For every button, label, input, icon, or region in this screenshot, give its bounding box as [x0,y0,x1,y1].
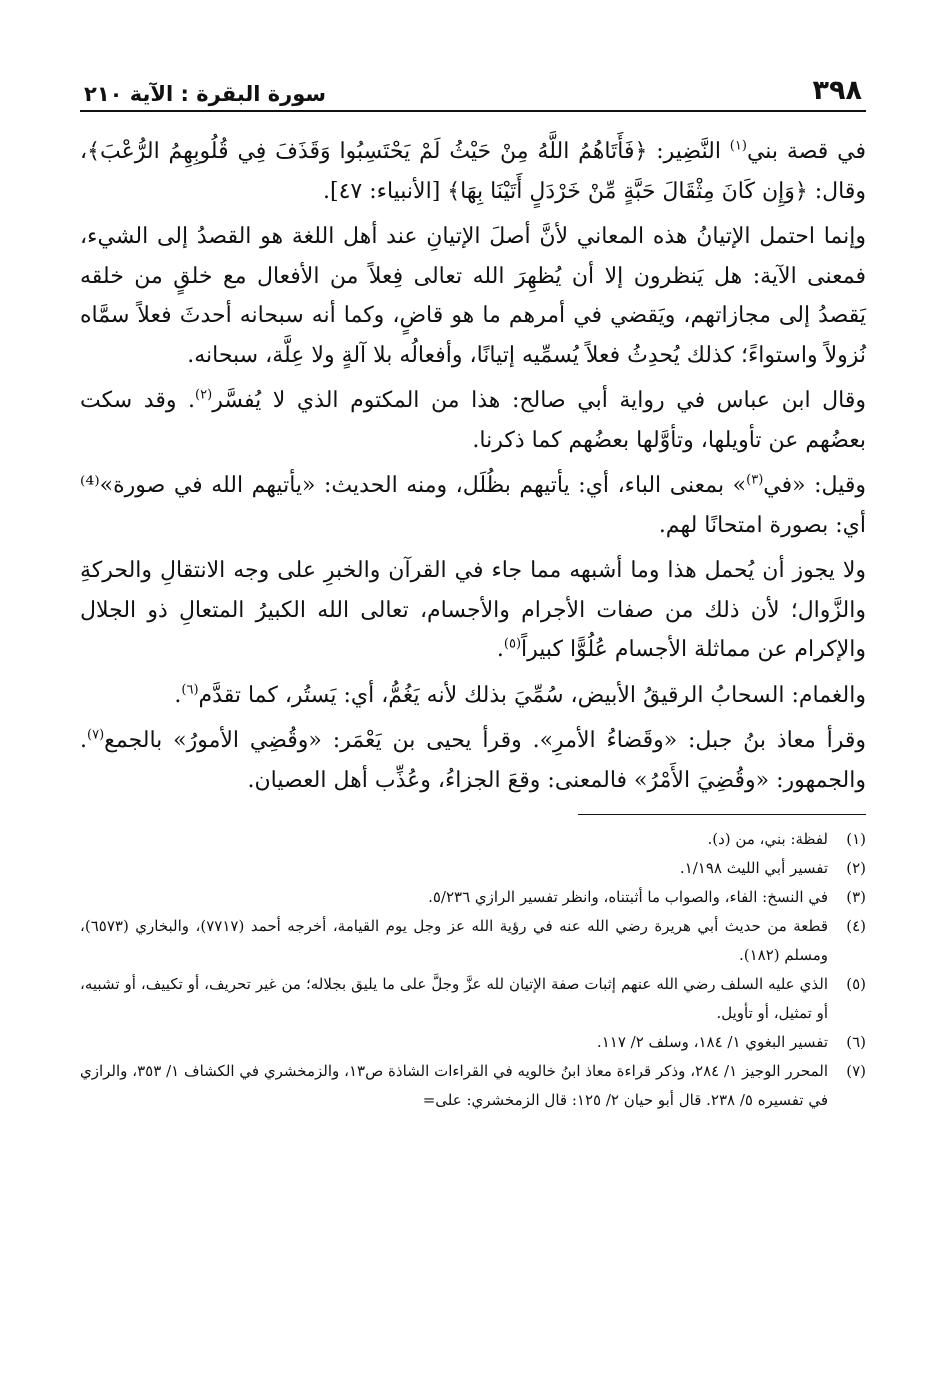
footnote-divider [578,814,866,815]
paragraph-text: . وقد سكت بعضُهم عن تأويلها، وتأوَّلها بعضُهم كما ذكرنا. [80,388,866,453]
footnote [80,1028,866,1057]
footnote [80,1057,866,1115]
paragraph-text: وقرأ معاذ بنُ جبل: «وقَضاءُ الأمرِ». وقرأ يحيى بن يَعْمَر: «وقُضِي الأمورُ» بالجمع [104,728,866,753]
footnote-text: المحرر الوجيز ١/ ٢٨٤، وذكر قراءة معاذ ابنُ خالويه في القراءات الشاذة ص١٣، والزمخشري في الكشاف ١/ ٣٥٣، والرازي في تفسيره ٥/ ٢٣٨. قال أبو حيان ٢/ ١٢٥: قال الزمخشري: على= [80,1062,829,1109]
paragraph-text: وإنما احتمل الإتيانُ هذه المعاني لأنَّ أصلَ الإتيانِ عند أهل اللغة هو القصدُ إلى الشيء، فمعنى الآية: هل يَنظرون إلا أن يُظهِرَ الله تعالى فِعلاً من الأفعال مع خلقٍ من خلقه يَقصدُ إلى مجازاتهم، ويَقضي في أمرهم ما هو قاضٍ، وكما أنه سبحانه أحدثَ فعلاً سمَّاه نُزولاً واستواءً؛ كذلك يُحدِثُ فعلاً يُسمِّيه إتيانًا، وأفعالُه بلا آلةٍ ولا عِلَّة، سبحانه. [80,224,866,368]
paragraph [80,721,866,800]
footnote-number: (٥) [846,975,866,993]
paragraph [80,466,866,545]
paragraph-text: في قصة بني [746,139,867,164]
paragraph-text: وقيل: «في [763,473,866,498]
footnote-ref[interactable]: (٢) [195,387,213,403]
footnote-ref[interactable]: (٣) [746,472,764,488]
footnote-ref[interactable]: (٧) [87,727,105,743]
paragraph [80,381,866,460]
footnote [80,912,866,970]
paragraph [80,217,866,375]
footnote [80,883,866,912]
paragraph-text: . [174,682,182,708]
footnote [80,854,866,883]
paragraph-text: . [496,637,504,662]
footnotes [80,825,866,1115]
footnote-number: (٧) [846,1062,866,1080]
page-number: ٣٩٨ [812,75,862,106]
paragraph-text: . والجمهور: «وقُضِيَ الأَمْرُ» فالمعنى: وقعَ الجزاءُ، وعُذِّب أهل العصيان. [80,728,866,793]
footnote-text: في النسخ: الفاء، والصواب ما أثبتناه، وانظر تفسير الرازي ٥/٢٣٦. [428,888,828,906]
running-title: سورة البقرة : الآية ٢١٠ [84,82,327,106]
paragraph-text: ولا يجوز أن يُحمل هذا وما أشبهه مما جاء في القرآن والخبرِ على وجه الانتقالِ والحركةِ والزَّوال؛ لأن ذلك من صفات الأجرام والأجسام، تعالى الله الكبيرُ المتعالِ ذو الجلال والإكرام عن مماثلة الأجسام عُلُوًّا كبيراً [80,558,866,662]
footnote-number: (٦) [846,1033,866,1051]
footnote [80,970,866,1028]
footnote [80,825,866,854]
footnote-text: الذي عليه السلف رضي الله عنهم إثبات صفة الإتيان لله عزَّ وجلَّ على ما يليق بجلاله؛ من غير تحريف، أو تكييف، أو تشبيه، أو تمثيل، أو تأويل. [80,975,828,1022]
footnote-ref[interactable]: (٥) [503,636,522,652]
page-header [80,56,866,112]
footnote-text: لفظة: بني، من (د). [707,830,828,848]
page [80,56,866,1115]
paragraph-text: وقال ابن عباس في رواية أبي صالح: هذا من المكتوم الذي لا يُفسَّر [212,388,866,413]
footnote-number: (٢) [846,859,866,877]
paragraph-text: والغمام: السحابُ الرقيقُ الأبيض، سُمِّيَ بذلك لأنه يَغُمُّ، أي: يَستُر، كما تقدَّم [198,682,866,708]
footnote-number: (٤) [846,917,866,935]
footnote-ref[interactable]: (١) [729,138,747,154]
footnote-text: قطعة من حديث أبي هريرة رضي الله عنه في رؤية الله عز وجل يوم القيامة، أخرجه أحمد (٧٧١٧)، والبخاري (٦٥٧٣)، ومسلم (١٨٢). [80,917,828,964]
footnote-number: (٣) [846,888,866,906]
paragraph [80,676,866,716]
paragraph-text: النَّضِير: ﴿فَأَتَاهُمُ اللَّهُ مِنْ حَيْثُ لَمْ يَحْتَسِبُوا وَقَذَفَ فِي قُلُوبِهِمُ الرُّعْبَ﴾، وقال: ﴿وَإِن كَانَ مِثْقَالَ حَبَّةٍ مِّنْ خَرْدَلٍ أَتَيْنَا بِهَا﴾ [الأنبياء: ٤٧]. [80,139,866,204]
paragraph-text: » بمعنى الباء، أي: يأتيهم بظُلَل، ومنه الحديث: «يأتيهم الله في صورة»⁽⁴⁾ أي: بصورة امتحانًا لهم. [80,473,866,538]
footnote-number: (١) [846,830,866,848]
footnote-text: تفسير البغوي ١/ ١٨٤، وسلف ٢/ ١١٧. [596,1033,828,1051]
footnote-ref[interactable]: (٦) [181,682,199,698]
main-text [80,132,866,800]
paragraph [80,551,866,670]
footnote-text: تفسير أبي الليث ١/١٩٨. [679,859,828,877]
paragraph [80,132,866,211]
